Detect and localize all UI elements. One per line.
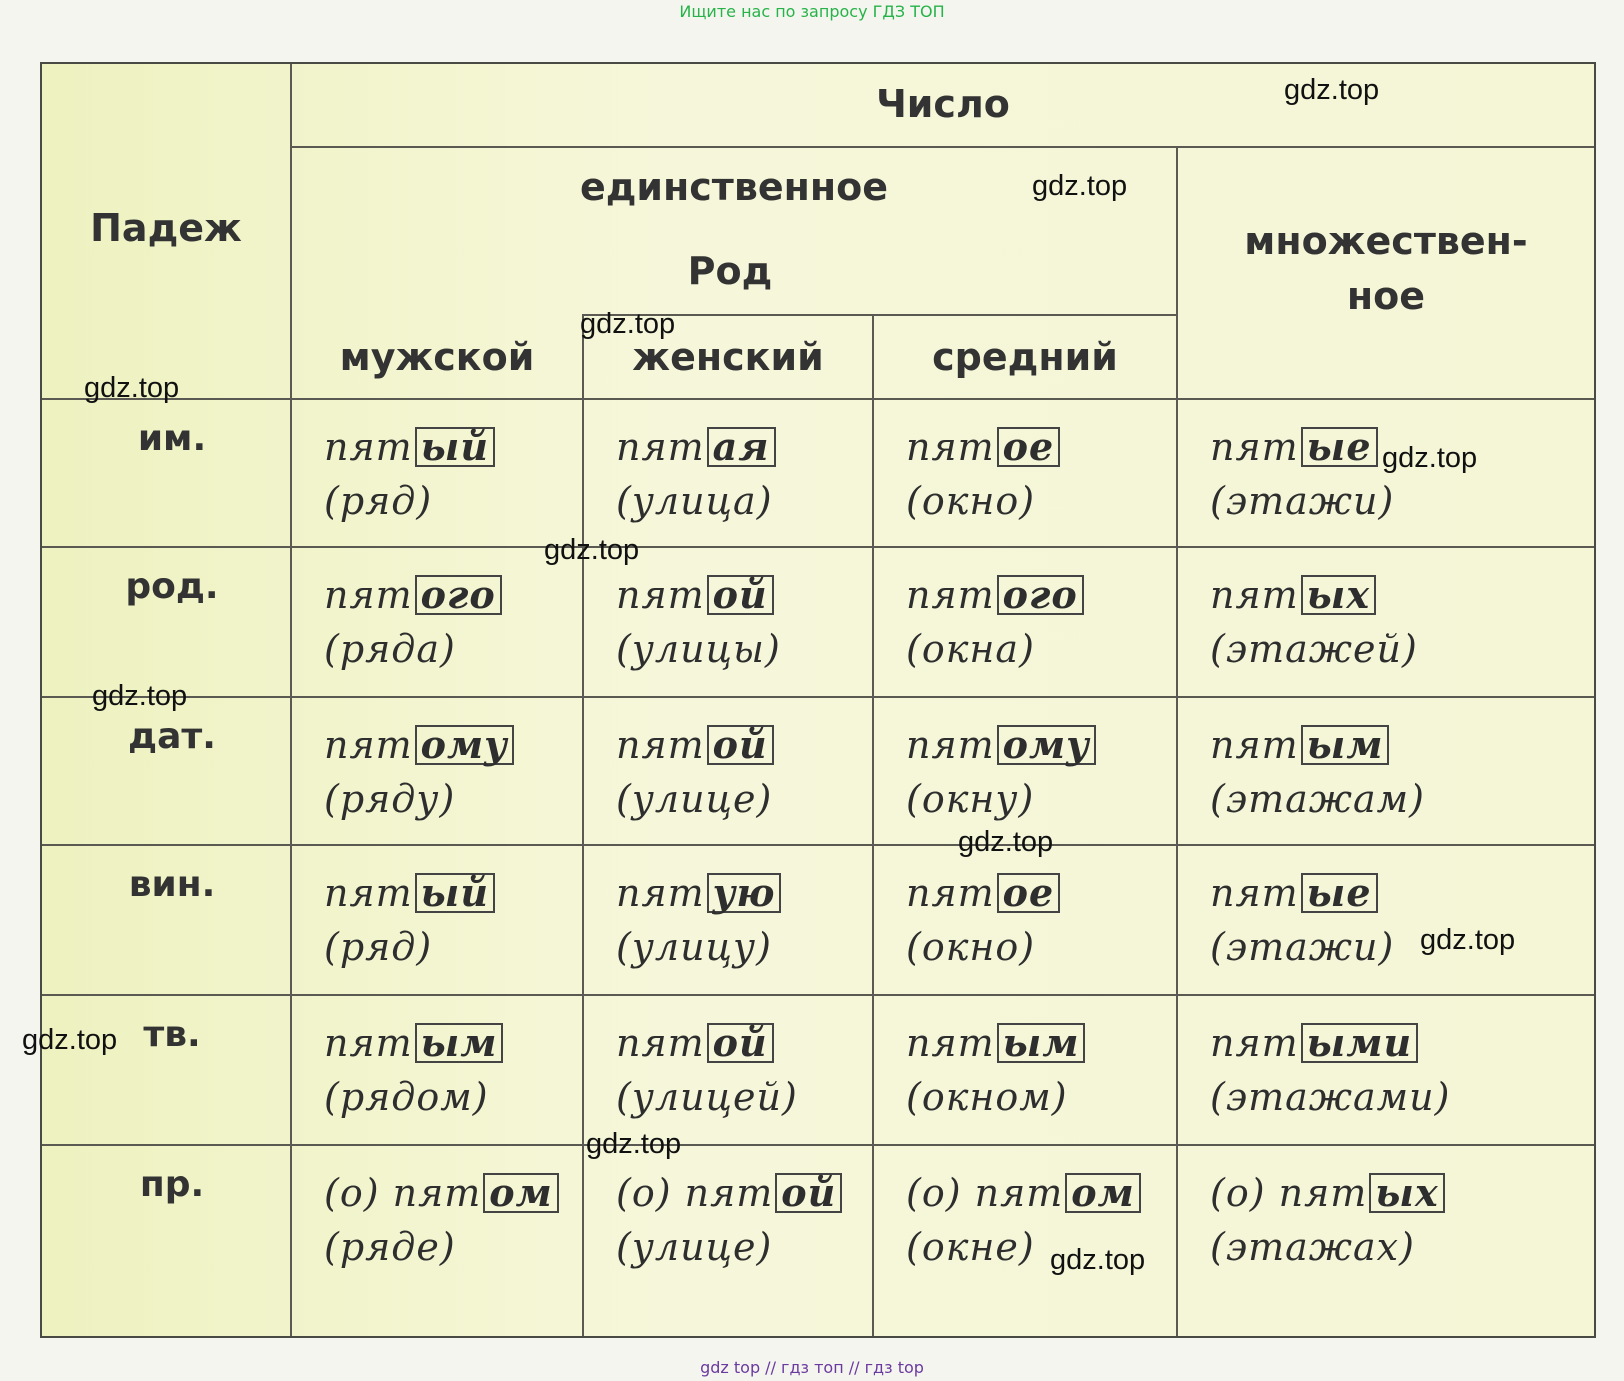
word-ending: ую [707,873,782,913]
preposition: (о) [324,1171,393,1215]
noun-example: (этажи) [1210,479,1395,523]
adjective-form [324,420,495,474]
declension-cell [616,420,776,528]
declension-cell [1210,866,1394,974]
declension-cell [324,568,502,676]
adjective-form [616,718,774,772]
word-stem: пят [1210,1021,1299,1065]
declension-cell [616,568,781,676]
watermark[interactable]: gdz.top [580,308,676,340]
adjective-form [1210,420,1394,474]
declension-cell [324,1016,503,1124]
word-stem: пят [906,425,995,469]
noun-example: (улицу) [616,925,772,969]
declension-cell [616,718,774,826]
noun-example: (рядом) [324,1075,489,1119]
noun-example: (этажах) [1210,1225,1415,1269]
case-label: пр. [139,1164,205,1205]
watermark[interactable]: gdz.top [586,1128,682,1160]
noun-example: (окне) [906,1225,1035,1269]
singular-header: единственное [579,165,889,210]
noun-example: (ряде) [324,1225,456,1269]
word-ending: ая [707,427,776,467]
word-ending: ому [997,725,1096,765]
declension-cell [1210,1016,1450,1124]
word-ending: ой [707,725,774,765]
declension-cell [906,718,1096,826]
noun-example: (окном) [906,1075,1068,1119]
adjective-form [906,568,1084,622]
noun-example: (ряд) [324,925,433,969]
declension-cell [324,420,495,528]
watermark[interactable]: gdz.top [958,826,1054,858]
neuter-header: средний [932,335,1118,380]
case-label: род. [125,566,219,607]
word-ending: ое [997,873,1061,913]
adjective-form [324,568,502,622]
watermark[interactable]: gdz.top [22,1024,118,1056]
grid-line [582,316,584,1336]
watermark[interactable]: gdz.top [1050,1244,1146,1276]
word-stem: пят [616,1021,705,1065]
declension-cell [324,866,495,974]
adjective-form [324,1166,559,1220]
noun-example: (улицей) [616,1075,798,1119]
noun-example: (этажи) [1210,925,1395,969]
number-header: Число [876,82,1010,127]
word-stem: пят [1210,723,1299,767]
noun-example: (окна) [906,627,1035,671]
declension-cell [616,1166,842,1274]
noun-example: (ряда) [324,627,456,671]
noun-example: (улица) [616,479,773,523]
noun-example: (окно) [906,925,1036,969]
case-header: Падеж [90,206,242,251]
word-stem: пят [906,1021,995,1065]
adjective-form [616,568,781,622]
adjective-form [616,420,776,474]
word-stem: пят [1210,425,1299,469]
declension-cell [324,1166,559,1274]
adjective-form [1210,1166,1445,1220]
word-stem: пят [616,425,705,469]
noun-example: (этажей) [1210,627,1418,671]
grid-line [42,696,1594,698]
declension-table [22,62,1596,1338]
word-ending: ом [483,1173,558,1213]
word-stem: пят [906,723,995,767]
plural-header-line2: ное [1346,274,1426,318]
word-stem: пят [324,573,413,617]
noun-example: (ряд) [324,479,433,523]
word-stem: пят [616,871,705,915]
word-stem: пят [392,1171,482,1215]
adjective-form [906,1016,1085,1070]
noun-example: (ряду) [324,777,456,821]
adjective-form [324,866,495,920]
word-ending: ый [415,873,495,913]
grid-line [42,398,1594,400]
noun-example: (окно) [906,479,1036,523]
word-ending: ой [775,1173,842,1213]
declension-cell [324,718,514,826]
case-label: вин. [128,864,216,905]
grid-line [872,316,874,1336]
adjective-form [906,1166,1141,1220]
word-stem: пят [324,723,413,767]
plural-header-line1: множествен- [1244,218,1528,263]
adjective-form [1210,568,1418,622]
declension-cell [1210,420,1394,528]
declension-cell [906,1016,1085,1124]
adjective-form [1210,866,1394,920]
word-stem: пят [324,425,413,469]
word-ending: ого [415,575,502,615]
case-label: дат. [128,716,216,757]
word-ending: ых [1301,575,1376,615]
word-stem: пят [1210,573,1299,617]
watermark[interactable]: gdz.top [92,680,188,712]
declension-cell [616,866,781,974]
noun-example: (улицы) [616,627,781,671]
word-ending: ым [1301,725,1390,765]
watermark[interactable]: gdz.top [544,534,640,566]
declension-cell [616,1016,798,1124]
grid-line [42,546,1594,548]
word-ending: ым [415,1023,504,1063]
word-ending: ом [1065,1173,1140,1213]
word-ending: ый [415,427,495,467]
declension-cell [1210,568,1418,676]
preposition: (о) [1210,1171,1279,1215]
word-ending: ые [1301,873,1378,913]
word-ending: ой [707,575,774,615]
watermark[interactable]: gdz.top [1382,442,1478,474]
word-stem: пят [324,871,413,915]
noun-example: (улице) [616,1225,773,1269]
word-ending: ыми [1301,1023,1418,1063]
adjective-form [1210,1016,1450,1070]
noun-example: (этажами) [1210,1075,1451,1119]
adjective-form [616,1166,842,1220]
word-stem: пят [974,1171,1064,1215]
word-ending: ые [1301,427,1378,467]
grid-line [42,994,1594,996]
feminine-header: женский [632,335,824,380]
word-stem: пят [684,1171,774,1215]
top-search-hint[interactable]: Ищите нас по запросу ГДЗ ТОП [679,2,945,21]
noun-example: (окну) [906,777,1035,821]
adjective-form [1210,718,1425,772]
watermark[interactable]: gdz.top [84,372,180,404]
word-ending: ых [1369,1173,1444,1213]
word-stem: пят [616,723,705,767]
gender-header: Род [687,249,773,294]
word-stem: пят [906,573,995,617]
word-stem: пят [324,1021,413,1065]
grid-line [42,1144,1594,1146]
watermark[interactable]: gdz.top [1284,74,1380,106]
adjective-form [616,1016,798,1070]
masculine-header: мужской [339,335,535,380]
grid-line [42,844,1594,846]
word-ending: ому [415,725,514,765]
adjective-form [324,1016,503,1070]
word-stem: пят [906,871,995,915]
declension-cell [906,866,1060,974]
word-stem: пят [1210,871,1299,915]
declension-cell [906,568,1084,676]
noun-example: (этажам) [1210,777,1425,821]
adjective-form [906,718,1096,772]
preposition: (о) [906,1171,975,1215]
declension-cell [906,420,1060,528]
preposition: (о) [616,1171,685,1215]
word-stem: пят [616,573,705,617]
declension-cell [1210,1166,1445,1274]
noun-example: (улице) [616,777,773,821]
plural-header [1178,194,1594,344]
adjective-form [906,866,1060,920]
watermark[interactable]: gdz.top [1032,170,1128,202]
word-ending: ое [997,427,1061,467]
word-ending: ым [997,1023,1086,1063]
adjective-form [324,718,514,772]
case-label: им. [137,418,207,459]
bottom-links[interactable]: gdz top // гдз топ // гдз top [700,1358,924,1377]
word-stem: пят [1278,1171,1368,1215]
adjective-form [906,420,1060,474]
word-ending: ого [997,575,1084,615]
declension-cell [1210,718,1425,826]
word-ending: ой [707,1023,774,1063]
case-label: тв. [143,1014,201,1055]
adjective-form [616,866,781,920]
watermark[interactable]: gdz.top [1420,924,1516,956]
